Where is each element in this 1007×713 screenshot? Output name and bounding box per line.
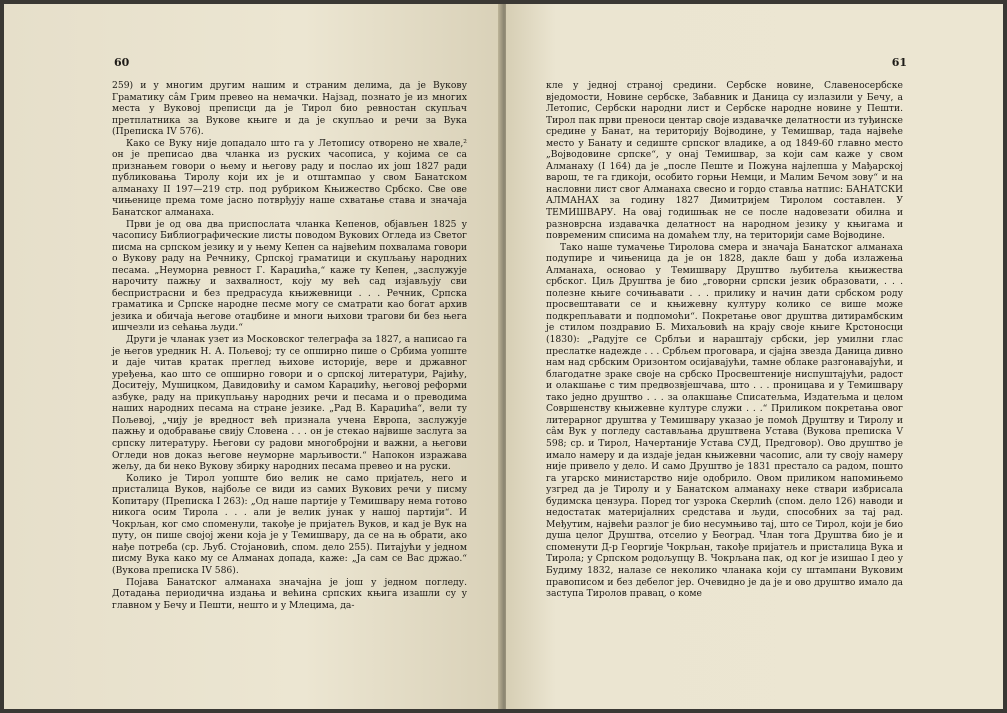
paragraph: Појава Банатског алманаха значајна је још у једном погледу. Дотадања периодична издања и већина српских књига изашли су у главном у Бечу и Пешти, нешто и у Млецима, да- [112, 576, 467, 611]
left-page [4, 4, 502, 709]
page-number: 60 [114, 56, 130, 69]
paragraph: 259) и у многим другим нашим и страним делима, да је Вукову Граматику сâм Грим превео на немачки. Најзад, познато је из многих места у Вуковој преписци да је Тирол био ревностан скупљач претплатника за Вукове књиге и да је скупљао и речи за Вука (Преписка IV 576). [112, 80, 467, 138]
paragraph: Тако наше тумачење Тиролова смера и значаја Банатског алманаха подупире и чињеница да је он 1828, дакле баш у доба излажења Алманаха, основао у Темишвару Друштво љубитеља књижества србског. Циљ Друштва је био „говорни српски језик образовати, . . . полезне књиге сочињавати . . . прилику и начин дати србском роду просвештавати се и књижевну културу колико се више може подкрепљавати и подпомоћи“. Покретање овог друштва дитирамбским је стилом поздравио Б. Михаљовић на крају своје књиге Крстоносци (1830): „Радујте се Срблъи и нараштају србски, јер умилни глас преслатке надежде . . . Србљем проговара, и сјајна звезда Даница дивно нам над србским Оризонтом осијавајући, тамне облаке разгонавајући, и благодатне зраке своје на србско Просвештеније ниспуштајући, радост и олакшање с тим предвозвјешчава, што . . . проницава и у Темишвару тако једно друштво . . . за олакшање Списатељма, Издатељма и целом Совршенству књижевне културе служи . . .“ Приликом покретања овог литерарног друштва у Темишвару указао је помоћ Друштву и Тиролу и сâм Вук у погледу састављања друштвена Устава (Вукова преписка V 598; ср. и Тирол, Начертаније Устава СУД, Предговор). Ово друштво је имало намеру и да издаје један књижевни часопис, али ту своју намеру није привело у дело. И само Друштво је 1831 престало са радом, пошто га угарско министарство није одобрило. Овом приликом напомињемо узгред да је Тиролу и у Банатском алманаху неке ствари избрисала будимска цензура. Поред тог узрока Скерлић (спом. дело 126) наводи и недостатак материјалних средстава и људи, способних за тај рад. Међутим, највећи разлог је био несумњиво тај, што се Тирол, који је био душа целог Друштва, отселио у Београд. Члан тога Друштва био је и споменути Д-р Георгије Чокрљан, такође пријатељ и присталица Вука и Тирола; у Српском родољупцу В. Чокрљана пак, од ког је изишао I део у Будиму 1832, налазе се неколико чланака који су штампани Вуковим правописом и без дебелог јер. Очевидно је да је и ово друштво имало да заступа Тиролов правац, о коме [546, 241, 903, 600]
page-body [546, 80, 903, 600]
paragraph: Колико је Тирол уопште био велик не само пријатељ, него и присталица Вуков, најбоље се види из самих Вукових речи у писму Копитару (Преписка I 263): „Од наше партије у Темишвару нема готово никога осим Тирола . . . али је велик јунак у нашој партији“. И Чокрљан, ког смо споменули, такође је пријатељ Вуков, и кад је Вук на путу, он пише својој жени која је у Темишвару, да се на њ обрати, ако нађе потреба (ср. Љуб. Стојановић, спом. дело 255). Питајући у једном писму Вука како му се Алманах допада, каже: „Ја сам се Вас држао.“ (Вукова преписка IV 586). [112, 472, 467, 576]
page-number: 61 [891, 56, 907, 69]
paragraph: Први је од ова два приспослата чланка Кепенов, објављен 1825 у часопису Библиографические листы поводом Вукових Огледа из Светог писма на српском језику и у њему Кепен са највећим похвалама говори о Вукову раду на Речнику, Српској граматици и скупљању народних песама. „Неуморна ревност Г. Караџића,“ каже ту Кепен, „заслужује нарочиту пажњу и захвалност, коју му већ сад изјављују сви беспристрасни и без предрасуда књижевници . . . Речник, Српска граматика и Српске народне песме могу се сматрати као богат архив језика и обичаја његове отаџбине и многи њихови трагови би без њега ишчезли из сећања људи.“ [112, 218, 467, 334]
page-body [112, 80, 467, 611]
paragraph: Други је чланак узет из Московског телеграфа за 1827, а написао га је његов уредник Н. А. Пољевој; ту се опширно пише о Србима уопште и даје читав кратак преглед њихове историје, вере и државног уређења, као што се опширно говори и о српској литератури, Рајићу, Доситеју, Мушицком, Давидовићу и самом Караџићу, његовој реформи азбуке, раду на прикупљању народних речи и песама и о преводима наших народних песама на стране језике. „Рад В. Караџића“, вели ту Пољевој, „чију је вредност већ признала учена Европа, заслужује пажњу и одобравање свију Словена . . . он је стекао највише заслуга за српску литературу. Његови су радови многобројни и важни, а његови Огледи нов доказ његове неуморне марљивости.“ Напокон изражава жељу, да би неко Вукову збирку народних песама превео и на руски. [112, 334, 467, 473]
right-page [506, 4, 1003, 709]
paragraph: кле у једној страној средини. Сербске новине, Славеносербске вједомости, Новине сербске, Забавник и Даница су излазили у Бечу, а Летопис, Сербски народни лист и Сербске народне новине у Пешти. Тирол пак први преноси центар своје издавачке делатности из туђинске средине у Банат, на територију Војводине, у Темишвар, тада највеће место у Банату и седиште српског владике, а од 1849-60 главно место „Војводовине српске“, у онај Темишвар, за који сам каже у свом Алманаху (I 164) да је „после Пеште и Пожуна најлепша у Мађарској варош, те га гдикоји, особито горњи Немци, и Малим Бечом зову“ и на насловни лист свог Алманаха свесно и гордо ставља натпис: БАНАТСКИ АЛМАНАХ за годину 1827 Димитријем Тиролом составлен. У ТЕМИШВАРУ. На овај годишњак не се после надовезати обилна и разноврсна издавачка делатност на народном језику у књигама и повременим списима на домаћем тлу, на територији саме Војводине. [546, 80, 903, 242]
paragraph: Како се Вуку није допадало што га у Летопису отворено не хвале,² он је преписао два чланка из руских часописа, у којима се са признањем говори о њему и његову раду и послао их још 1827 ради публиковања Тиролу који их је и отштампао у свом Банатском алманаху II 197—219 стр. под рубриком Књижество Србско. Све ове чињенице према томе јасно потврђују наше схватање става и значаја Банатског алманаха. [112, 137, 467, 219]
